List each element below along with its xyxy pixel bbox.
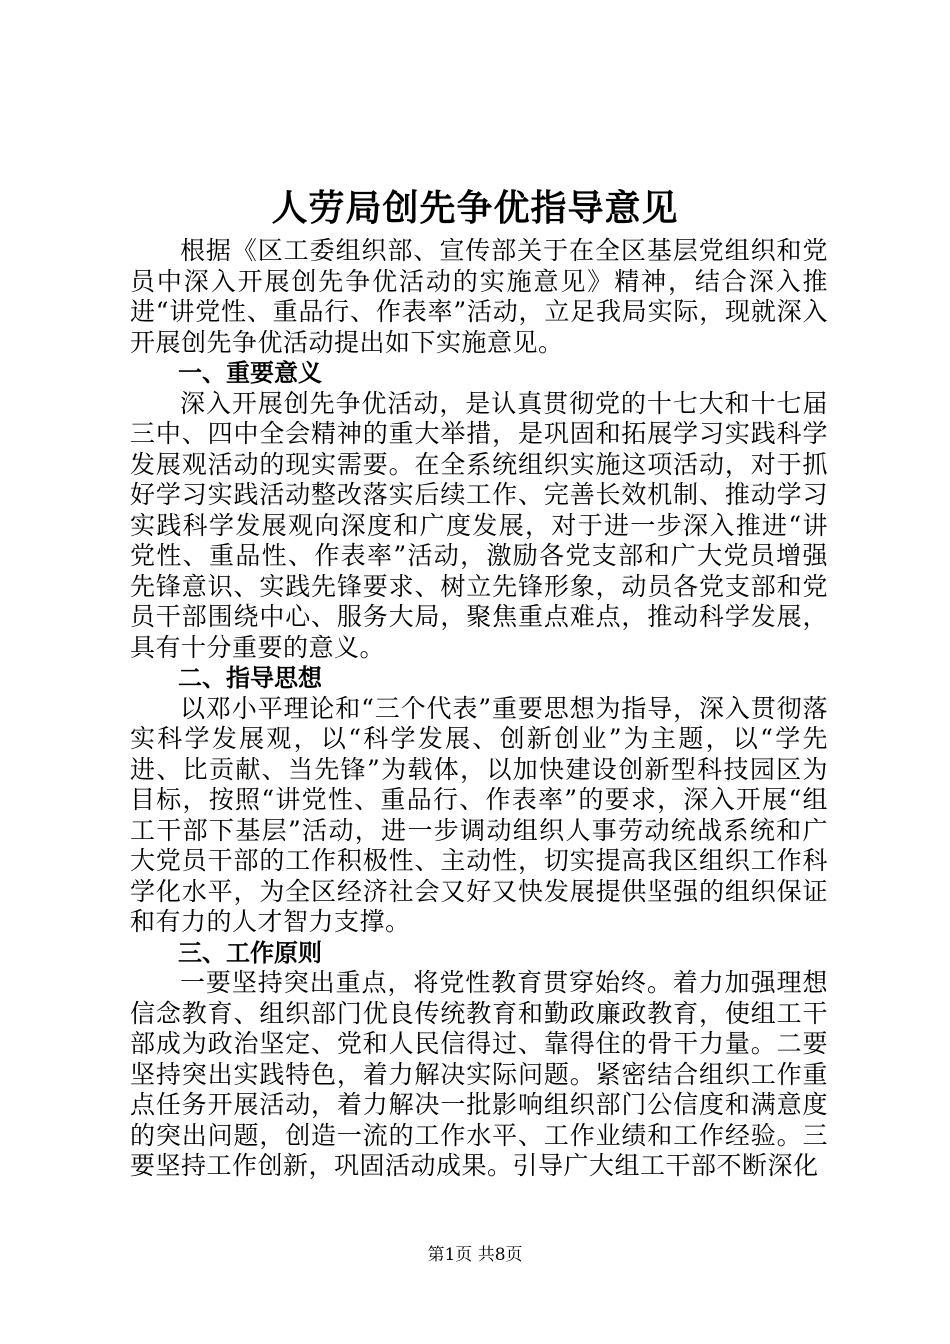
- section-paragraph-significance: 深入开展创先争优活动，是认真贯彻党的十七大和十七届三中、四中全会精神的重大举措，是巩固和拓展学习实践科学发展观活动的现实需要。在全系统组织实施这项活动，对于抓好学习实践活动整改落实后续工作、完善长效机制、推动学习实践科学发展观向深度和广度发展，对于进一步深入推进“讲党性、重品性、作表率”活动，激励各党支部和广大党员增强先锋意识、实践先锋要求、树立先锋形象，动员各党支部和党员干部围绕中心、服务大局，聚焦重点难点，推动科学发展，具有十分重要的意义。: [130, 388, 828, 662]
- section-paragraph-work-principles: 一要坚持突出重点，将党性教育贯穿始终。着力加强理想信念教育、组织部门优良传统教育和勤政廉政教育，使组工干部成为政治坚定、党和人民信得过、靠得住的骨干力量。二要坚持突出实践特色，着力解决实际问题。紧密结合组织工作重点任务开展活动，着力解决一批影响组织部门公信度和满意度的突出问题，创造一流的工作水平、工作业绩和工作经验。三要坚持工作创新，巩固活动成果。引导广大组工干部不断深化: [130, 968, 828, 1180]
- section-paragraph-guiding-ideology: 以邓小平理论和“三个代表”重要思想为指导，深入贯彻落实科学发展观，以“科学发展、创新创业”为主题，以“学先进、比贡献、当先锋”为载体，以加快建设创新型科技园区为目标，按照“讲党性、重品行、作表率”的要求，深入开展“组工干部下基层”活动，进一步调动组织人事劳动统战系统和广大党员干部的工作积极性、主动性，切实提高我区组织工作科学化水平，为全区经济社会又好又快发展提供坚强的组织保证和有力的人才智力支撑。: [130, 693, 828, 936]
- section-heading-guiding-ideology: 二、指导思想: [178, 663, 322, 692]
- intro-paragraph: 根据《区工委组织部、宣传部关于在全区基层党组织和党员中深入开展创先争优活动的实施意见》精神，结合深入推进“讲党性、重品行、作表率”活动，立足我局实际，现就深入开展创先争优活动提出如下实施意见。: [130, 236, 828, 357]
- section-heading-work-principles: 三、工作原则: [178, 937, 322, 967]
- page-footer: 第1页 共8页: [427, 1245, 523, 1265]
- document-body: [130, 236, 828, 1182]
- section-heading-significance: 一、重要意义: [178, 358, 322, 387]
- document-title: 人劳局创先争优指导意见: [271, 187, 679, 229]
